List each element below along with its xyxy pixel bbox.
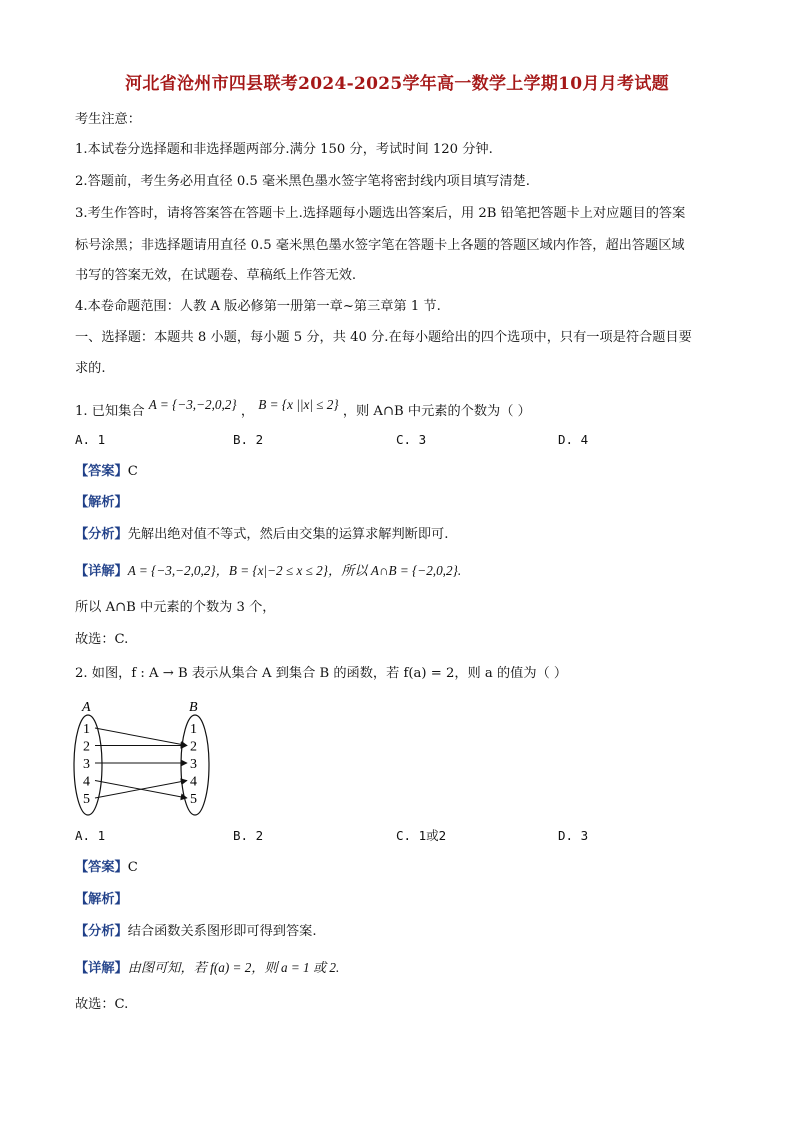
q1-answer-tag: 【答案】 xyxy=(75,464,128,479)
mapping-arrow xyxy=(95,728,187,746)
q1-answer xyxy=(75,465,138,478)
set-b-item: 2 xyxy=(190,739,197,755)
set-b-label: B xyxy=(189,700,198,715)
set-a-item: 4 xyxy=(83,774,90,790)
set-a-item: 1 xyxy=(83,722,90,737)
set-b-item: 1 xyxy=(190,722,197,737)
page-title: 河北省沧州市四县联考2024-2025学年高一数学上学期10月月考试题 xyxy=(125,74,669,94)
q1-analysis-tag: 【解析】 xyxy=(75,495,128,510)
q1-conclusion: 所以 A∩B 中元素的个数为 3 个， xyxy=(75,600,276,615)
q2-option-b: B. 2 xyxy=(233,828,264,843)
q2-answer-tag: 【答案】 xyxy=(75,860,128,875)
q1-option-a: A. 1 xyxy=(75,432,106,447)
set-b-item: 3 xyxy=(190,757,197,772)
q1-question: ，则 A∩B 中元素的个数为（ ） xyxy=(342,404,531,419)
q2-option-d: D. 3 xyxy=(558,828,589,843)
mapping-diagram xyxy=(68,695,228,820)
notice-item-3-cont2: 书写的答案无效，在试题卷、草稿纸上作答无效. xyxy=(75,268,357,283)
q1-detail-text: A = {−3,−2,0,2}，B = {x|−2 ≤ x ≤ 2}，所以 A∩B = {−2,0,2}. xyxy=(127,563,462,578)
set-a-item: 5 xyxy=(83,792,90,807)
q1-fenxi xyxy=(75,528,448,541)
q1-option-c: C. 3 xyxy=(396,432,427,447)
q2-answer-value: C xyxy=(127,860,138,875)
section-heading-cont: 求的. xyxy=(75,361,106,376)
q1-separator: ， xyxy=(240,404,255,419)
set-a-label: A xyxy=(82,700,91,715)
q1-detail xyxy=(75,564,461,578)
q2-detail-tag: 【详解】 xyxy=(75,961,128,976)
q2-option-c: C. 1或2 xyxy=(396,828,447,843)
q1-fenxi-tag: 【分析】 xyxy=(75,527,128,542)
q1-option-d: D. 4 xyxy=(558,432,589,447)
q1-analysis xyxy=(75,496,128,509)
q1-set-b: B = {x ||x| ≤ 2} xyxy=(258,397,339,412)
q2-option-a: A. 1 xyxy=(75,828,106,843)
q2-answer xyxy=(75,861,138,874)
q2-analysis-tag: 【解析】 xyxy=(75,892,128,907)
q1-number: 1. 已知集合 xyxy=(75,404,145,419)
set-a-item: 3 xyxy=(83,757,90,772)
notice-heading: 考生注意： xyxy=(75,112,141,127)
section-heading: 一、选择题：本题共 8 小题，每小题 5 分，共 40 分.在每小题给出的四个选项中，只有一项是符合题目要 xyxy=(75,330,692,345)
notice-item-2: 2.答题前，考生务必用直径 0.5 毫米黑色墨水签字笔将密封线内项目填写清楚. xyxy=(75,174,530,189)
q1-answer-value: C xyxy=(127,464,138,479)
notice-item-3-cont: 标号涂黑；非选择题请用直径 0.5 毫米黑色墨水签字笔在答题卡上各题的答题区域内作答，超出答题区域 xyxy=(75,238,685,253)
q2-fenxi-tag: 【分析】 xyxy=(75,924,128,939)
notice-item-3: 3.考生作答时，请将答案答在答题卡上.选择题每小题选出答案后，用 2B 铅笔把答题卡上对应题目的答案 xyxy=(75,206,686,221)
q1-choice: 故选：C. xyxy=(75,632,129,647)
q1-fenxi-text: 先解出绝对值不等式，然后由交集的运算求解判断即可. xyxy=(127,527,449,542)
q2-detail-text: 由图可知，若 f(a) = 2，则 a = 1 或 2. xyxy=(127,960,340,975)
q2-detail xyxy=(75,961,339,975)
notice-item-4: 4.本卷命题范围：人教 A 版必修第一册第一章~第三章第 1 节. xyxy=(75,299,441,314)
q2-fenxi-text: 结合函数关系图形即可得到答案. xyxy=(127,924,317,939)
q2-stem: 2. 如图，f : A → B 表示从集合 A 到集合 B 的函数，若 f(a) = 2，则 a 的值为（ ） xyxy=(75,666,568,681)
set-a-item: 2 xyxy=(83,739,90,755)
set-b-item: 5 xyxy=(190,792,197,807)
q1-detail-tag: 【详解】 xyxy=(75,564,128,579)
q1-option-b: B. 2 xyxy=(233,432,264,447)
notice-item-1: 1.本试卷分选择题和非选择题两部分.满分 150 分，考试时间 120 分钟. xyxy=(75,142,493,157)
q2-analysis xyxy=(75,893,128,906)
q1-stem xyxy=(75,397,531,419)
q1-set-a: A = {−3,−2,0,2} xyxy=(148,397,237,412)
q2-choice: 故选：C. xyxy=(75,997,129,1012)
q2-fenxi xyxy=(75,925,317,938)
set-b-item: 4 xyxy=(190,774,197,790)
